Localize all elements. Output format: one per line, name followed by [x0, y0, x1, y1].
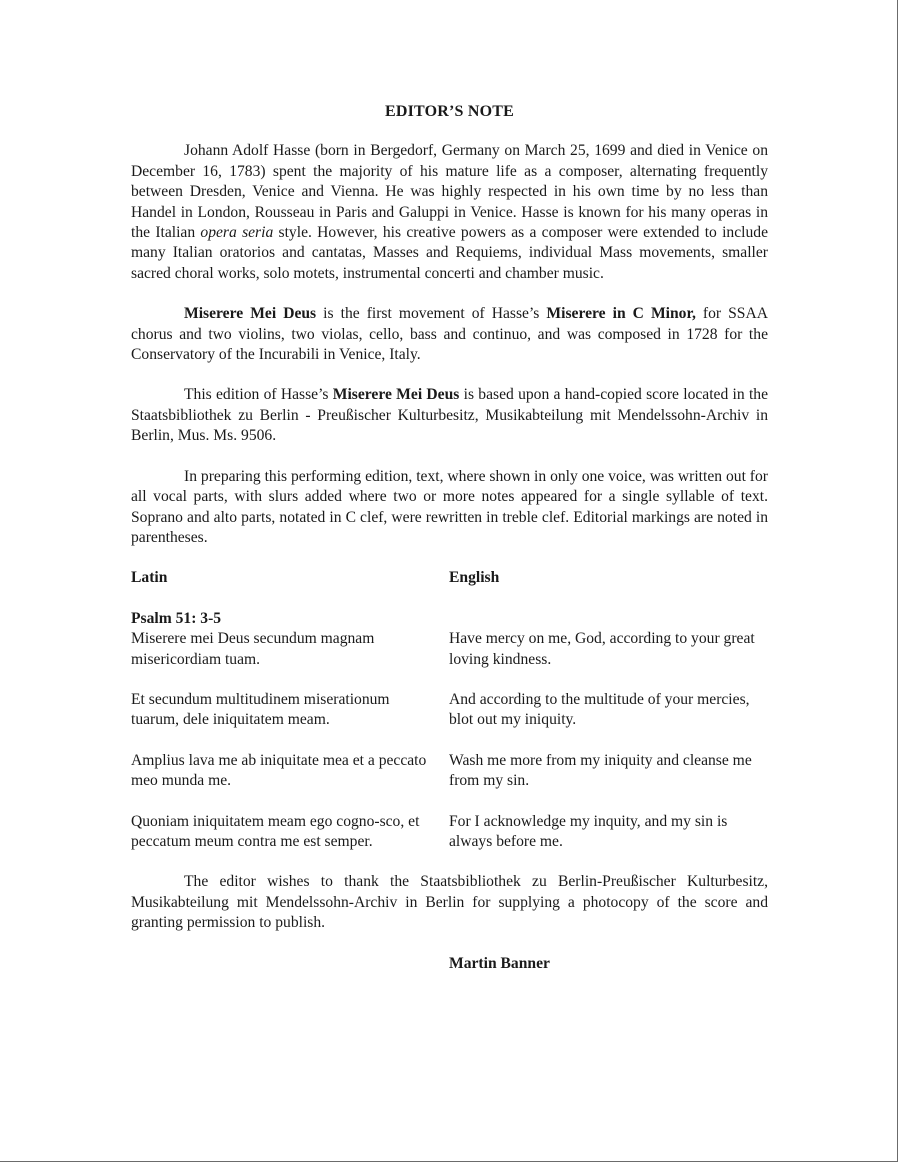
- english-header: English: [449, 569, 500, 587]
- movement-title: Miserere Mei Deus: [184, 305, 317, 323]
- page-content: [131, 102, 768, 974]
- source-text-1: This edition of Hasse’s: [184, 386, 333, 404]
- verse-latin: Quoniam iniquitatem meam ego cogno-sco, et peccatum meum contra me est semper.: [131, 812, 420, 850]
- source-paragraph: [131, 385, 768, 446]
- translation-table: [131, 568, 768, 872]
- work-title: Miserere in C Minor,: [546, 305, 696, 323]
- intro-text-start: Johann Adolf Hasse (born in Bergedorf, Germany on March 25, 1699 and died in Venice on December 16, 1783) spent the majority of his mature life as a composer, alternating frequently between Dresden, Venice and Vienna. He was highly respected in his own time by no less than Handel in London, Rousseau in Paris and Galuppi in Venice. Hasse is known for his many operas in the Italian: [131, 142, 768, 242]
- psalm-reference: Psalm 51: 3-5: [131, 609, 222, 627]
- latin-header: Latin: [131, 569, 168, 587]
- editor-signature: Martin Banner: [449, 954, 550, 972]
- source-movement-title: Miserere Mei Deus: [332, 386, 460, 404]
- movement-text-1: is the first movement of Hasse’s: [316, 305, 547, 323]
- movement-text-2: for SSAA chorus and two violins, two violas, cello, bass and continuo, and was composed in 1728 for the Conservatory of the Incurabili in Venice, Italy.: [131, 305, 768, 364]
- verse-latin: Miserere mei Deus secundum magnam misericordiam tuam.: [131, 630, 375, 668]
- intro-text-end: style. However, his creative powers as a composer were extended to include many Italian oratorios and cantatas, Masses and Requiems, individual Mass movements, smaller sacred choral works, solo motets, instrumental concerti and chamber music.: [131, 224, 768, 282]
- verse-latin: Et secundum multitudinem miserationum tuarum, dele iniquitatem meam.: [131, 690, 390, 729]
- acknowledgement-paragraph: The editor wishes to thank the Staatsbibliothek zu Berlin-Preußischer Kulturbesitz, Musikabteilung mit Mendelssohn-Archiv in Berlin for supplying a photocopy of the score and granting permission to publish.: [131, 873, 768, 932]
- preparation-paragraph: In preparing this performing edition, text, where shown in only one voice, was written out for all vocal parts, with slurs added where two or more notes appeared for a single syllable of text. Soprano and alto parts, notated in C clef, were rewritten in treble clef. Editorial markings are noted in parentheses.: [131, 467, 768, 546]
- page-title: EDITOR’S NOTE: [384, 103, 514, 120]
- movement-paragraph: [131, 304, 768, 365]
- intro-paragraph: [131, 141, 768, 284]
- source-text-2: is based upon a hand-copied score located in the Staatsbibliothek zu Berlin - Preußischer Kulturbesitz, Musikabteilung mit Mendelssohn-Archiv in Berlin, Mus. Ms. 9506.: [131, 386, 768, 445]
- intro-italic-term: opera seria: [200, 224, 274, 242]
- verse-english: Wash me more from my iniquity and cleanse me from my sin.: [449, 751, 752, 790]
- verse-english: For I acknowledge my inquity, and my sin is always before me.: [449, 812, 728, 850]
- verse-latin: Amplius lava me ab iniquitate mea et a peccato meo munda me.: [131, 751, 427, 790]
- verse-english: And according to the multitude of your mercies, blot out my iniquity.: [449, 690, 750, 729]
- verse-english: Have mercy on me, God, according to your great loving kindness.: [449, 630, 755, 668]
- psalm-reference-spacer: [449, 609, 768, 629]
